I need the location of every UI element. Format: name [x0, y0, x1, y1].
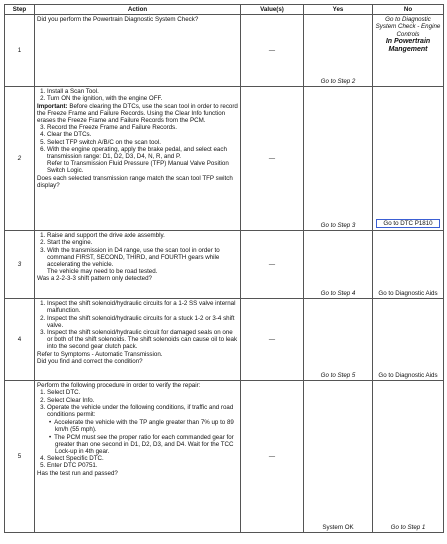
list-item: 4. Clear the DTCs. [47, 131, 238, 138]
yes-cell [304, 87, 373, 231]
action-cell [35, 15, 241, 87]
action-cell [35, 231, 241, 299]
list-item: 1. Select DTC. [47, 389, 238, 396]
no-cell [373, 231, 444, 299]
no-cell [373, 381, 444, 533]
step-number: 1 [5, 15, 35, 87]
bullet-item: • Accelerate the vehicle with the TP angle greater than 7% up to 89 km/h (55 mph). [55, 419, 238, 433]
important-label: Important: [37, 102, 68, 110]
diagnostic-table-page [4, 4, 443, 533]
list-item: 2. Inspect the shift solenoid/hydraulic circuits for a stuck 1-2 or 3-4 shift valve. [47, 315, 238, 329]
value-cell: — [241, 87, 304, 231]
no-link[interactable]: Go to Diagnostic Aids [378, 372, 438, 379]
list-item: 3. With the transmission in D4 range, use the scan tool in order to command FIRST, SECOND, THIRD, and FOURTH gears while accelerating the vehicle. [47, 247, 238, 269]
yes-link[interactable]: Go to Step 2 [320, 78, 356, 85]
list-item-text: Operate the vehicle under the following conditions, if traffic and road conditions permit: [47, 403, 234, 419]
diagnostic-table [4, 4, 444, 533]
header-step: Step [5, 5, 35, 15]
refer-text: Refer to Transmission Fluid Pressure (TFP) Manual Valve Position Switch Logic. [47, 160, 229, 175]
yes-link[interactable]: Go to Step 5 [320, 372, 356, 379]
list-item: 6. With the engine operating, apply the brake pedal, and select each transmission range: D1, D2, D3, D4, N, R, and P. [47, 146, 238, 160]
list-item: 5. Select TFP switch A/B/C on the scan tool. [47, 139, 238, 146]
question-text: Has the test run and passed? [37, 469, 118, 477]
action-cell [35, 87, 241, 231]
action-text: Did you perform the Powertrain Diagnostic System Check? [37, 16, 199, 24]
action-cell [35, 381, 241, 533]
table-row [5, 231, 444, 299]
value-cell: — [241, 299, 304, 381]
list-item: 2. Select Clear Info. [47, 397, 238, 404]
no-link-sub: In Powertrain Mangement [385, 37, 431, 53]
yes-link[interactable]: Go to Step 4 [320, 290, 356, 297]
header-no: No [373, 5, 444, 15]
step-number: 2 [5, 87, 35, 231]
header-values: Value(s) [241, 5, 304, 15]
yes-cell [304, 231, 373, 299]
list-item: 4. Select Specific DTC. [47, 455, 238, 462]
list-item [47, 404, 238, 455]
question-text: Was a 2-2-3-3 shift pattern only detected? [37, 275, 152, 283]
table-row [5, 15, 444, 87]
no-link[interactable]: Go to Step 1 [390, 524, 426, 531]
table-row [5, 381, 444, 533]
yes-link[interactable]: Go to Step 3 [320, 222, 356, 229]
no-cell [373, 15, 444, 87]
important-text: Before clearing the DTCs, use the scan tool in order to record the Freeze Frame and Failure Records. Using the Clear Info function erases the Freeze Frame and Failure Records from the PCM. [37, 102, 238, 125]
yes-link[interactable]: System OK [322, 524, 354, 531]
step-number: 5 [5, 381, 35, 533]
list-item: 5. Enter DTC P0751. [47, 462, 238, 469]
list-item: 2. Turn ON the ignition, with the engine OFF. [47, 95, 238, 102]
list-item: 1. Install a Scan Tool. [47, 88, 238, 95]
list-item: 3. Inspect the shift solenoid/hydraulic circuit for damaged seals on one or both of the shift solenoids. The shift solenoids can cause oil to leak into the second gear clutch pack. [47, 329, 238, 351]
step-number: 4 [5, 299, 35, 381]
action-cell [35, 299, 241, 381]
list-item: 1. Inspect the shift solenoid/hydraulic circuits for a 1-2 SS valve internal malfunction. [47, 300, 238, 314]
no-link[interactable]: Go to Diagnostic System Check - Engine Controls [375, 16, 441, 38]
refer-text: Refer to Symptoms - Automatic Transmission. [37, 350, 163, 358]
question-text: Did you find and correct the condition? [37, 357, 143, 365]
bullet-item: • The PCM must see the proper ratio for each commanded gear for greater than one second in D1, D2, D3, and D4. Wait for the TCC Lock-up in 4th gear. [55, 434, 238, 456]
note-text: The vehicle may need to be road tested. [47, 268, 158, 276]
list-item: 1. Raise and support the drive axle assembly. [47, 232, 238, 239]
value-cell: — [241, 381, 304, 533]
no-cell [373, 87, 444, 231]
yes-cell [304, 381, 373, 533]
header-yes: Yes [304, 5, 373, 15]
value-cell: — [241, 231, 304, 299]
value-cell: — [241, 15, 304, 87]
table-row [5, 87, 444, 231]
no-cell [373, 299, 444, 381]
yes-cell [304, 299, 373, 381]
no-link[interactable]: Go to Diagnostic Aids [378, 290, 438, 297]
header-action: Action [35, 5, 241, 15]
header-row [5, 5, 444, 15]
yes-cell [304, 15, 373, 87]
step-number: 3 [5, 231, 35, 299]
intro-text: Perform the following procedure in order to verify the repair: [37, 382, 201, 390]
no-link[interactable]: Go to DTC P1810 [376, 219, 440, 228]
question-text: Does each selected transmission range match the scan tool TFP switch display? [37, 174, 233, 189]
list-item: 3. Record the Freeze Frame and Failure Records. [47, 124, 238, 131]
list-item: 2. Start the engine. [47, 239, 238, 246]
table-row [5, 299, 444, 381]
